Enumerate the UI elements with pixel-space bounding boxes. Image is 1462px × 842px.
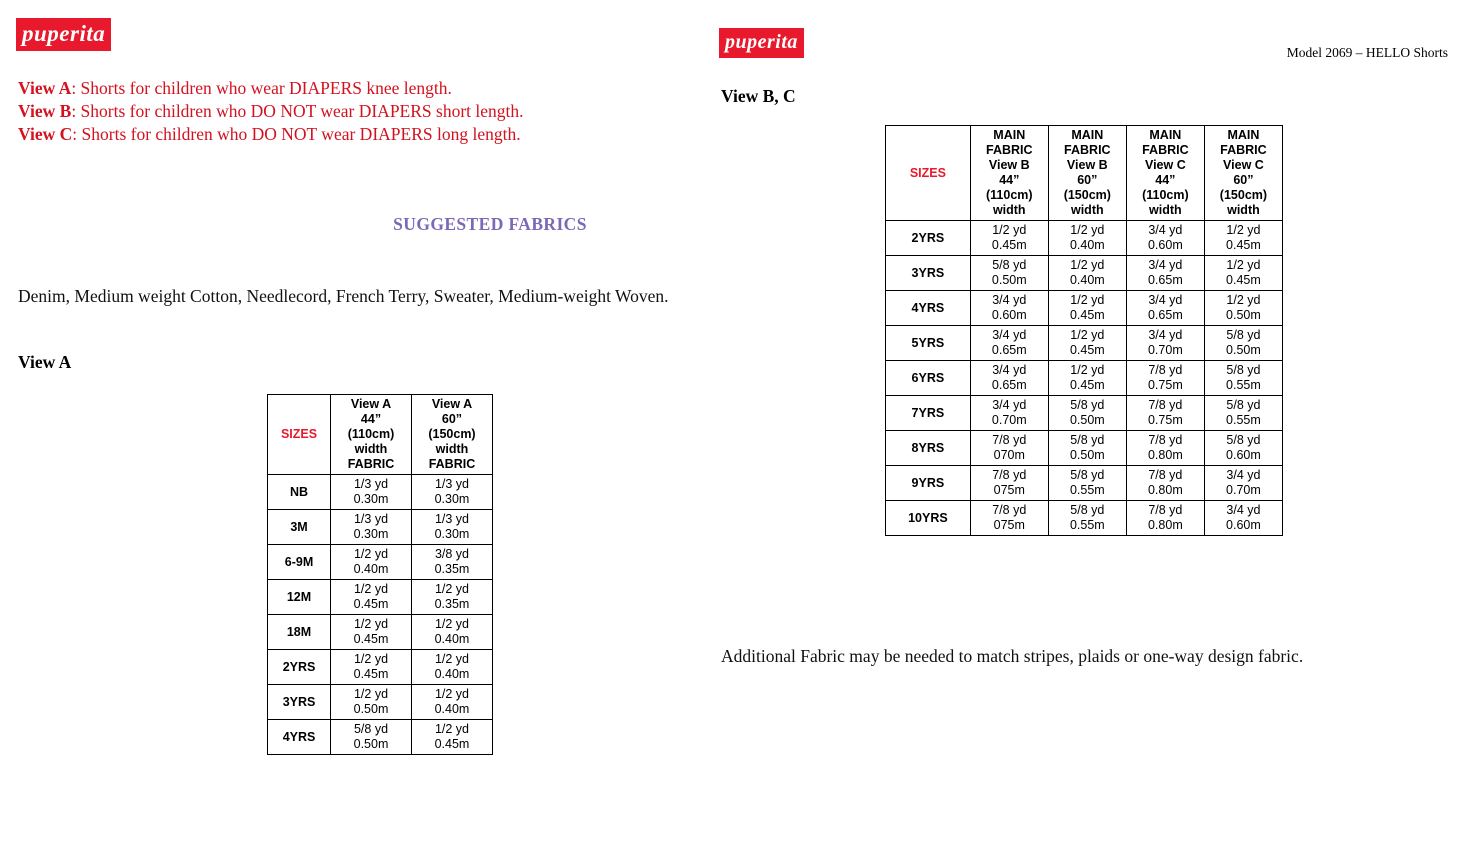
header-line: MAIN xyxy=(1227,128,1260,142)
size-cell: 2YRS xyxy=(268,650,331,685)
additional-fabric-note: Additional Fabric may be needed to match stripes, plaids or one-way design fabric. xyxy=(721,646,1304,666)
yardage-yards: 5/8 yd xyxy=(1070,503,1105,517)
view-c-text: : Shorts for children who DO NOT wear DIAPERS long length. xyxy=(72,124,521,144)
table-head xyxy=(886,126,1283,221)
header-line: MAIN xyxy=(993,128,1026,142)
yardage-meters: 0.65m xyxy=(1147,308,1183,322)
table-row xyxy=(268,580,493,615)
yardage-meters: 0.35m xyxy=(434,597,470,611)
yardage-cell xyxy=(970,466,1048,501)
header-line: FABRIC xyxy=(986,143,1033,157)
table-header-cell xyxy=(1126,126,1204,221)
size-cell: 8YRS xyxy=(886,431,971,466)
yardage-meters: 075m xyxy=(993,518,1025,532)
yardage-yards: 1/2 yd xyxy=(353,582,389,596)
yardage-meters: 0.45m xyxy=(1226,273,1261,287)
yardage-meters: 0.75m xyxy=(1147,378,1183,392)
size-cell: 9YRS xyxy=(886,466,971,501)
yardage-yards: 5/8 yd xyxy=(353,722,389,736)
yardage-yards: 1/3 yd xyxy=(353,512,389,526)
yardage-yards: 5/8 yd xyxy=(1070,468,1105,482)
table-header-row xyxy=(886,126,1283,221)
yardage-meters: 0.40m xyxy=(434,632,470,646)
header-line: width xyxy=(992,203,1026,217)
yardage-cell xyxy=(1126,291,1204,326)
yardage-yards: 3/8 yd xyxy=(434,547,469,561)
table-header-cell xyxy=(1048,126,1126,221)
table-head xyxy=(268,395,493,475)
model-label: Model 2069 – HELLO Shorts xyxy=(1286,45,1448,60)
yardage-yards: 1/2 yd xyxy=(1226,293,1261,307)
size-cell: 2YRS xyxy=(886,221,971,256)
view-description-b xyxy=(18,100,678,123)
suggested-fabrics-heading: SUGGESTED FABRICS xyxy=(393,214,587,234)
header-line: View A xyxy=(350,397,392,411)
table-row xyxy=(268,615,493,650)
yardage-yards: 7/8 yd xyxy=(992,468,1027,482)
yardage-meters: 0.45m xyxy=(353,632,389,646)
table-row xyxy=(268,475,493,510)
yardage-cell xyxy=(331,615,412,650)
header-line: FABRIC xyxy=(1064,143,1111,157)
view-a-name: View A xyxy=(18,78,72,98)
yardage-meters: 0.40m xyxy=(434,667,470,681)
yardage-yards: 3/4 yd xyxy=(1148,223,1183,237)
yardage-meters: 0.35m xyxy=(434,562,470,576)
yardage-yards: 7/8 yd xyxy=(1148,398,1183,412)
yardage-meters: 0.45m xyxy=(991,238,1027,252)
yardage-cell xyxy=(970,326,1048,361)
yardage-cell xyxy=(411,580,492,615)
yardage-cell xyxy=(411,720,492,755)
yardage-yards: 3/4 yd xyxy=(1148,328,1183,342)
yardage-meters: 0.70m xyxy=(1147,343,1183,357)
yardage-cell xyxy=(331,580,412,615)
header-line: 44” xyxy=(1155,173,1176,187)
table-row xyxy=(886,361,1283,396)
yardage-meters: 0.80m xyxy=(1147,518,1183,532)
yardage-meters: 0.50m xyxy=(1226,343,1261,357)
yardage-cell xyxy=(970,361,1048,396)
yardage-meters: 0.40m xyxy=(353,562,389,576)
size-cell: 18M xyxy=(268,615,331,650)
yardage-cell xyxy=(1204,256,1282,291)
yardage-yards: 1/2 yd xyxy=(434,582,469,596)
view-a-text: : Shorts for children who wear DIAPERS knee length. xyxy=(71,78,452,98)
table-row xyxy=(268,685,493,720)
yardage-meters: 0.50m xyxy=(1069,448,1105,462)
table-header-cell xyxy=(411,395,492,475)
header-line: FABRIC xyxy=(1142,143,1189,157)
yardage-meters: 0.60m xyxy=(1147,238,1183,252)
size-cell: 10YRS xyxy=(886,501,971,536)
yardage-cell xyxy=(331,685,412,720)
header-line: (150cm) xyxy=(1063,188,1111,202)
yardage-cell xyxy=(411,685,492,720)
yardage-meters: 0.55m xyxy=(1069,483,1105,497)
yardage-cell xyxy=(970,501,1048,536)
yardage-cell xyxy=(1126,466,1204,501)
yardage-yards: 3/4 yd xyxy=(1226,503,1261,517)
yardage-yards: 5/8 yd xyxy=(992,258,1027,272)
yardage-cell xyxy=(1126,431,1204,466)
yardage-yards: 1/2 yd xyxy=(434,617,469,631)
table-row xyxy=(886,256,1283,291)
yardage-meters: 0.50m xyxy=(1069,413,1105,427)
yardage-yards: 1/3 yd xyxy=(434,512,469,526)
yardage-meters: 070m xyxy=(993,448,1025,462)
header-line: FABRIC xyxy=(347,457,395,471)
header-line: (110cm) xyxy=(1142,188,1189,202)
header-line: (110cm) xyxy=(985,188,1033,202)
header-line: width xyxy=(435,442,469,456)
header-line: SIZES xyxy=(280,427,318,441)
yardage-yards: 5/8 yd xyxy=(1226,363,1261,377)
yardage-cell xyxy=(1048,256,1126,291)
size-cell: 3YRS xyxy=(886,256,971,291)
yardage-cell xyxy=(970,431,1048,466)
size-cell: 5YRS xyxy=(886,326,971,361)
yardage-meters: 0.45m xyxy=(1069,343,1105,357)
table-body xyxy=(886,221,1283,536)
yardage-cell xyxy=(1204,291,1282,326)
header-line: 44” xyxy=(360,412,382,426)
yardage-meters: 0.45m xyxy=(353,667,389,681)
yardage-yards: 1/2 yd xyxy=(434,652,469,666)
table-header-cell xyxy=(970,126,1048,221)
yardage-cell xyxy=(331,475,412,510)
yardage-cell xyxy=(331,720,412,755)
yardage-yards: 3/4 yd xyxy=(992,398,1027,412)
table-row xyxy=(886,221,1283,256)
yardage-meters: 0.50m xyxy=(1226,308,1261,322)
yardage-yards: 3/4 yd xyxy=(1148,258,1183,272)
yardage-meters: 0.45m xyxy=(353,597,389,611)
yardage-yards: 5/8 yd xyxy=(1070,433,1105,447)
header-line: width xyxy=(354,442,388,456)
header-line: View B xyxy=(988,158,1030,172)
yardage-yards: 3/4 yd xyxy=(992,328,1027,342)
yardage-cell xyxy=(411,615,492,650)
yardage-meters: 0.70m xyxy=(1226,483,1261,497)
yardage-cell xyxy=(1204,361,1282,396)
yardage-meters: 0.40m xyxy=(1069,273,1105,287)
yardage-meters: 0.65m xyxy=(1147,273,1183,287)
yardage-yards: 1/2 yd xyxy=(353,547,389,561)
header-line: 60” xyxy=(1233,173,1254,187)
header-line: (150cm) xyxy=(428,427,476,441)
yardage-meters: 075m xyxy=(993,483,1025,497)
yardage-yards: 3/4 yd xyxy=(1148,293,1183,307)
brand-logo-left: puperita xyxy=(16,18,111,51)
yardage-yards: 1/2 yd xyxy=(992,223,1027,237)
yardage-yards: 3/4 yd xyxy=(992,363,1027,377)
view-a-section-label: View A xyxy=(18,352,72,372)
yardage-cell xyxy=(1204,501,1282,536)
yardage-yards: 5/8 yd xyxy=(1226,328,1261,342)
yardage-yards: 1/2 yd xyxy=(434,722,469,736)
view-description-c xyxy=(18,123,678,146)
yardage-cell xyxy=(331,510,412,545)
yardage-cell xyxy=(1204,466,1282,501)
header-line: 60” xyxy=(441,412,463,426)
header-line: (110cm) xyxy=(347,427,395,441)
yardage-cell xyxy=(1048,291,1126,326)
yardage-yards: 7/8 yd xyxy=(1148,433,1183,447)
table-row xyxy=(886,326,1283,361)
yardage-yards: 5/8 yd xyxy=(1070,398,1105,412)
yardage-yards: 1/2 yd xyxy=(1070,328,1105,342)
yardage-meters: 0.80m xyxy=(1147,448,1183,462)
yardage-yards: 1/3 yd xyxy=(353,477,389,491)
size-cell: 4YRS xyxy=(886,291,971,326)
header-line: 60” xyxy=(1077,173,1098,187)
yardage-meters: 0.60m xyxy=(1226,448,1261,462)
size-cell: 4YRS xyxy=(268,720,331,755)
yardage-cell xyxy=(331,545,412,580)
header-line: SIZES xyxy=(909,165,946,180)
yardage-cell xyxy=(1048,361,1126,396)
yardage-meters: 0.50m xyxy=(353,702,389,716)
yardage-yards: 1/2 yd xyxy=(1226,258,1261,272)
yardage-meters: 0.60m xyxy=(991,308,1027,322)
yardage-yards: 7/8 yd xyxy=(992,503,1027,517)
yardage-yards: 1/2 yd xyxy=(1070,223,1105,237)
yardage-yards: 7/8 yd xyxy=(992,433,1027,447)
fabric-table-view-bc xyxy=(885,125,1283,536)
yardage-yards: 1/2 yd xyxy=(353,687,389,701)
yardage-meters: 0.55m xyxy=(1226,413,1261,427)
header-line: (150cm) xyxy=(1219,188,1268,202)
yardage-meters: 0.70m xyxy=(991,413,1027,427)
yardage-meters: 0.30m xyxy=(353,492,389,506)
table-header-cell xyxy=(331,395,412,475)
table-header-row xyxy=(268,395,493,475)
yardage-cell xyxy=(411,545,492,580)
yardage-cell xyxy=(1048,431,1126,466)
yardage-cell xyxy=(1204,431,1282,466)
yardage-cell xyxy=(411,475,492,510)
yardage-cell xyxy=(1126,256,1204,291)
view-description-a xyxy=(18,77,678,100)
yardage-yards: 1/2 yd xyxy=(1070,293,1105,307)
size-cell: 12M xyxy=(268,580,331,615)
size-cell: NB xyxy=(268,475,331,510)
table-row xyxy=(886,501,1283,536)
yardage-meters: 0.80m xyxy=(1147,483,1183,497)
yardage-cell xyxy=(970,221,1048,256)
yardage-yards: 3/4 yd xyxy=(1226,468,1261,482)
header-line: width xyxy=(1070,203,1104,217)
view-b-name: View B xyxy=(18,101,72,121)
yardage-cell xyxy=(1048,326,1126,361)
header-line: View B xyxy=(1066,158,1108,172)
yardage-meters: 0.65m xyxy=(991,378,1027,392)
yardage-cell xyxy=(1048,221,1126,256)
yardage-cell xyxy=(1126,361,1204,396)
yardage-cell xyxy=(970,396,1048,431)
header-line: View A xyxy=(431,397,473,411)
yardage-yards: 5/8 yd xyxy=(1226,433,1261,447)
yardage-yards: 5/8 yd xyxy=(1226,398,1261,412)
yardage-yards: 1/2 yd xyxy=(434,687,469,701)
yardage-yards: 3/4 yd xyxy=(992,293,1027,307)
yardage-cell xyxy=(970,256,1048,291)
table-row xyxy=(268,650,493,685)
size-cell: 7YRS xyxy=(886,396,971,431)
table-row xyxy=(886,431,1283,466)
yardage-cell xyxy=(1204,221,1282,256)
yardage-meters: 0.55m xyxy=(1069,518,1105,532)
yardage-yards: 1/2 yd xyxy=(353,652,389,666)
table-row xyxy=(886,396,1283,431)
table-row xyxy=(886,291,1283,326)
yardage-meters: 0.30m xyxy=(434,527,470,541)
yardage-meters: 0.50m xyxy=(991,273,1027,287)
view-b-text: : Shorts for children who DO NOT wear DIAPERS short length. xyxy=(71,101,524,121)
header-line: MAIN xyxy=(1149,128,1182,142)
header-line: width xyxy=(1149,203,1182,217)
header-line: 44” xyxy=(999,173,1020,187)
yardage-cell xyxy=(970,291,1048,326)
yardage-cell xyxy=(1048,501,1126,536)
view-c-name: View C xyxy=(18,124,73,144)
yardage-yards: 1/3 yd xyxy=(434,477,469,491)
yardage-meters: 0.75m xyxy=(1147,413,1183,427)
yardage-cell xyxy=(1048,396,1126,431)
yardage-meters: 0.45m xyxy=(1226,238,1261,252)
yardage-cell xyxy=(1204,396,1282,431)
yardage-yards: 1/2 yd xyxy=(1070,258,1105,272)
size-cell: 3M xyxy=(268,510,331,545)
header-line: View C xyxy=(1144,158,1186,172)
yardage-yards: 7/8 yd xyxy=(1148,363,1183,377)
table-header-sizes xyxy=(886,126,971,221)
yardage-meters: 0.40m xyxy=(1069,238,1105,252)
yardage-yards: 1/2 yd xyxy=(353,617,389,631)
table-row xyxy=(268,545,493,580)
yardage-meters: 0.45m xyxy=(1069,308,1105,322)
yardage-yards: 1/2 yd xyxy=(1070,363,1105,377)
yardage-meters: 0.60m xyxy=(1226,518,1261,532)
yardage-meters: 0.55m xyxy=(1226,378,1261,392)
table-row xyxy=(268,720,493,755)
header-line: FABRIC xyxy=(428,457,476,471)
size-cell: 6-9M xyxy=(268,545,331,580)
header-line: width xyxy=(1227,203,1260,217)
view-bc-section-label: View B, C xyxy=(721,86,796,106)
yardage-cell xyxy=(1048,466,1126,501)
yardage-yards: 7/8 yd xyxy=(1148,503,1183,517)
yardage-meters: 0.65m xyxy=(991,343,1027,357)
suggested-fabrics-text: Denim, Medium weight Cotton, Needlecord, French Terry, Sweater, Medium-weight Woven. xyxy=(18,286,669,306)
yardage-cell xyxy=(411,510,492,545)
table-body xyxy=(268,475,493,755)
view-descriptions xyxy=(18,77,678,146)
table-row xyxy=(268,510,493,545)
yardage-cell xyxy=(1204,326,1282,361)
yardage-yards: 1/2 yd xyxy=(1226,223,1261,237)
fabric-table-view-a xyxy=(267,394,493,755)
yardage-meters: 0.45m xyxy=(1069,378,1105,392)
yardage-meters: 0.40m xyxy=(434,702,470,716)
yardage-cell xyxy=(1126,221,1204,256)
yardage-cell xyxy=(411,650,492,685)
yardage-yards: 7/8 yd xyxy=(1148,468,1183,482)
header-line: View C xyxy=(1223,158,1264,172)
yardage-meters: 0.45m xyxy=(434,737,470,751)
table-header-sizes xyxy=(268,395,331,475)
size-cell: 6YRS xyxy=(886,361,971,396)
yardage-meters: 0.30m xyxy=(434,492,470,506)
yardage-cell xyxy=(1126,326,1204,361)
table-row xyxy=(886,466,1283,501)
yardage-cell xyxy=(1126,396,1204,431)
size-cell: 3YRS xyxy=(268,685,331,720)
brand-logo-right: puperita xyxy=(719,28,804,58)
header-line: FABRIC xyxy=(1220,143,1267,157)
yardage-meters: 0.30m xyxy=(353,527,389,541)
yardage-cell xyxy=(1126,501,1204,536)
yardage-meters: 0.50m xyxy=(353,737,389,751)
yardage-cell xyxy=(331,650,412,685)
header-line: MAIN xyxy=(1071,128,1104,142)
table-header-cell xyxy=(1204,126,1282,221)
